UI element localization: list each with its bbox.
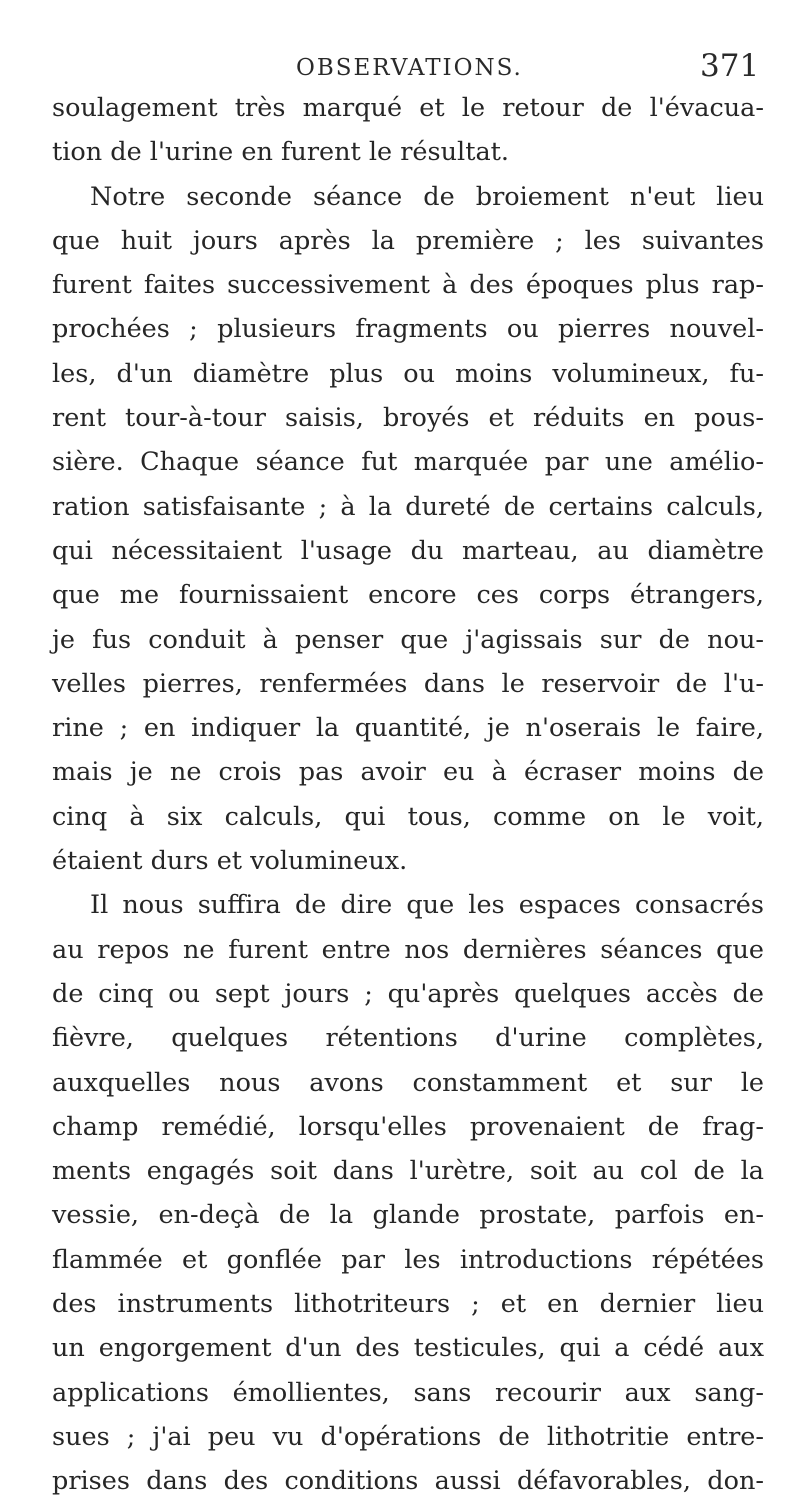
- text-line: les, d'un diamètre plus ou moins volumineux, fu-: [52, 358, 764, 389]
- text-line: flammée et gonflée par les introductions répétées: [52, 1244, 764, 1275]
- text-line: au repos ne furent entre nos dernières séances que: [52, 934, 764, 965]
- text-line: de cinq ou sept jours ; qu'après quelques accès de: [52, 978, 764, 1009]
- text-line: prises dans des conditions aussi défavorables, don-: [52, 1466, 764, 1497]
- text-line: Notre seconde séance de broiement n'eut lieu: [90, 181, 764, 212]
- text-line: velles pierres, renfermées dans le reservoir de l'u-: [52, 668, 764, 699]
- text-line: sière. Chaque séance fut marquée par une amélio-: [52, 447, 764, 478]
- text-line: Il nous suffira de dire que les espaces consacrés: [90, 890, 764, 921]
- text-line: des instruments lithotriteurs ; et en dernier lieu: [52, 1289, 764, 1320]
- page-number: 371: [700, 48, 760, 84]
- running-title: OBSERVATIONS.: [296, 55, 523, 81]
- text-line: que me fournissaient encore ces corps étrangers,: [52, 580, 764, 611]
- text-line: étaient durs et volumineux.: [52, 846, 408, 877]
- text-line: sues ; j'ai peu vu d'opérations de lithotritie entre-: [52, 1421, 764, 1452]
- text-line: qui nécessitaient l'usage du marteau, au diamètre: [52, 535, 764, 566]
- body-text: [52, 86, 764, 1504]
- text-line: que huit jours après la première ; les suivantes: [52, 225, 764, 256]
- text-line: cinq à six calculs, qui tous, comme on le voit,: [52, 801, 764, 832]
- text-line: vessie, en-deçà de la glande prostate, parfois en-: [52, 1200, 764, 1231]
- text-line: rent tour-à-tour saisis, broyés et réduits en pous-: [52, 403, 764, 434]
- text-line: un engorgement d'un des testicules, qui a cédé aux: [52, 1333, 764, 1364]
- text-line: furent faites successivement à des époques plus rap-: [52, 270, 764, 301]
- text-line: prochées ; plusieurs fragments ou pierres nouvel-: [52, 314, 764, 345]
- text-line: mais je ne crois pas avoir eu à écraser moins de: [52, 757, 764, 788]
- text-line: je fus conduit à penser que j'agissais sur de nou-: [52, 624, 764, 655]
- text-line: tion de l'urine en furent le résultat.: [52, 137, 509, 168]
- text-line: ration satisfaisante ; à la dureté de certains calculs,: [52, 491, 764, 522]
- text-line: ments engagés soit dans l'urètre, soit au col de la: [52, 1156, 764, 1187]
- running-head: [0, 48, 801, 88]
- text-line: rine ; en indiquer la quantité, je n'oserais le faire,: [52, 713, 764, 744]
- text-line: soulagement très marqué et le retour de l'évacua-: [52, 93, 764, 123]
- text-line: auxquelles nous avons constamment et sur le: [52, 1067, 764, 1098]
- text-line: champ remédié, lorsqu'elles provenaient de frag-: [52, 1111, 764, 1142]
- text-line: applications émollientes, sans recourir aux sang-: [52, 1377, 764, 1408]
- text-line: fièvre, quelques rétentions d'urine complètes,: [52, 1023, 764, 1054]
